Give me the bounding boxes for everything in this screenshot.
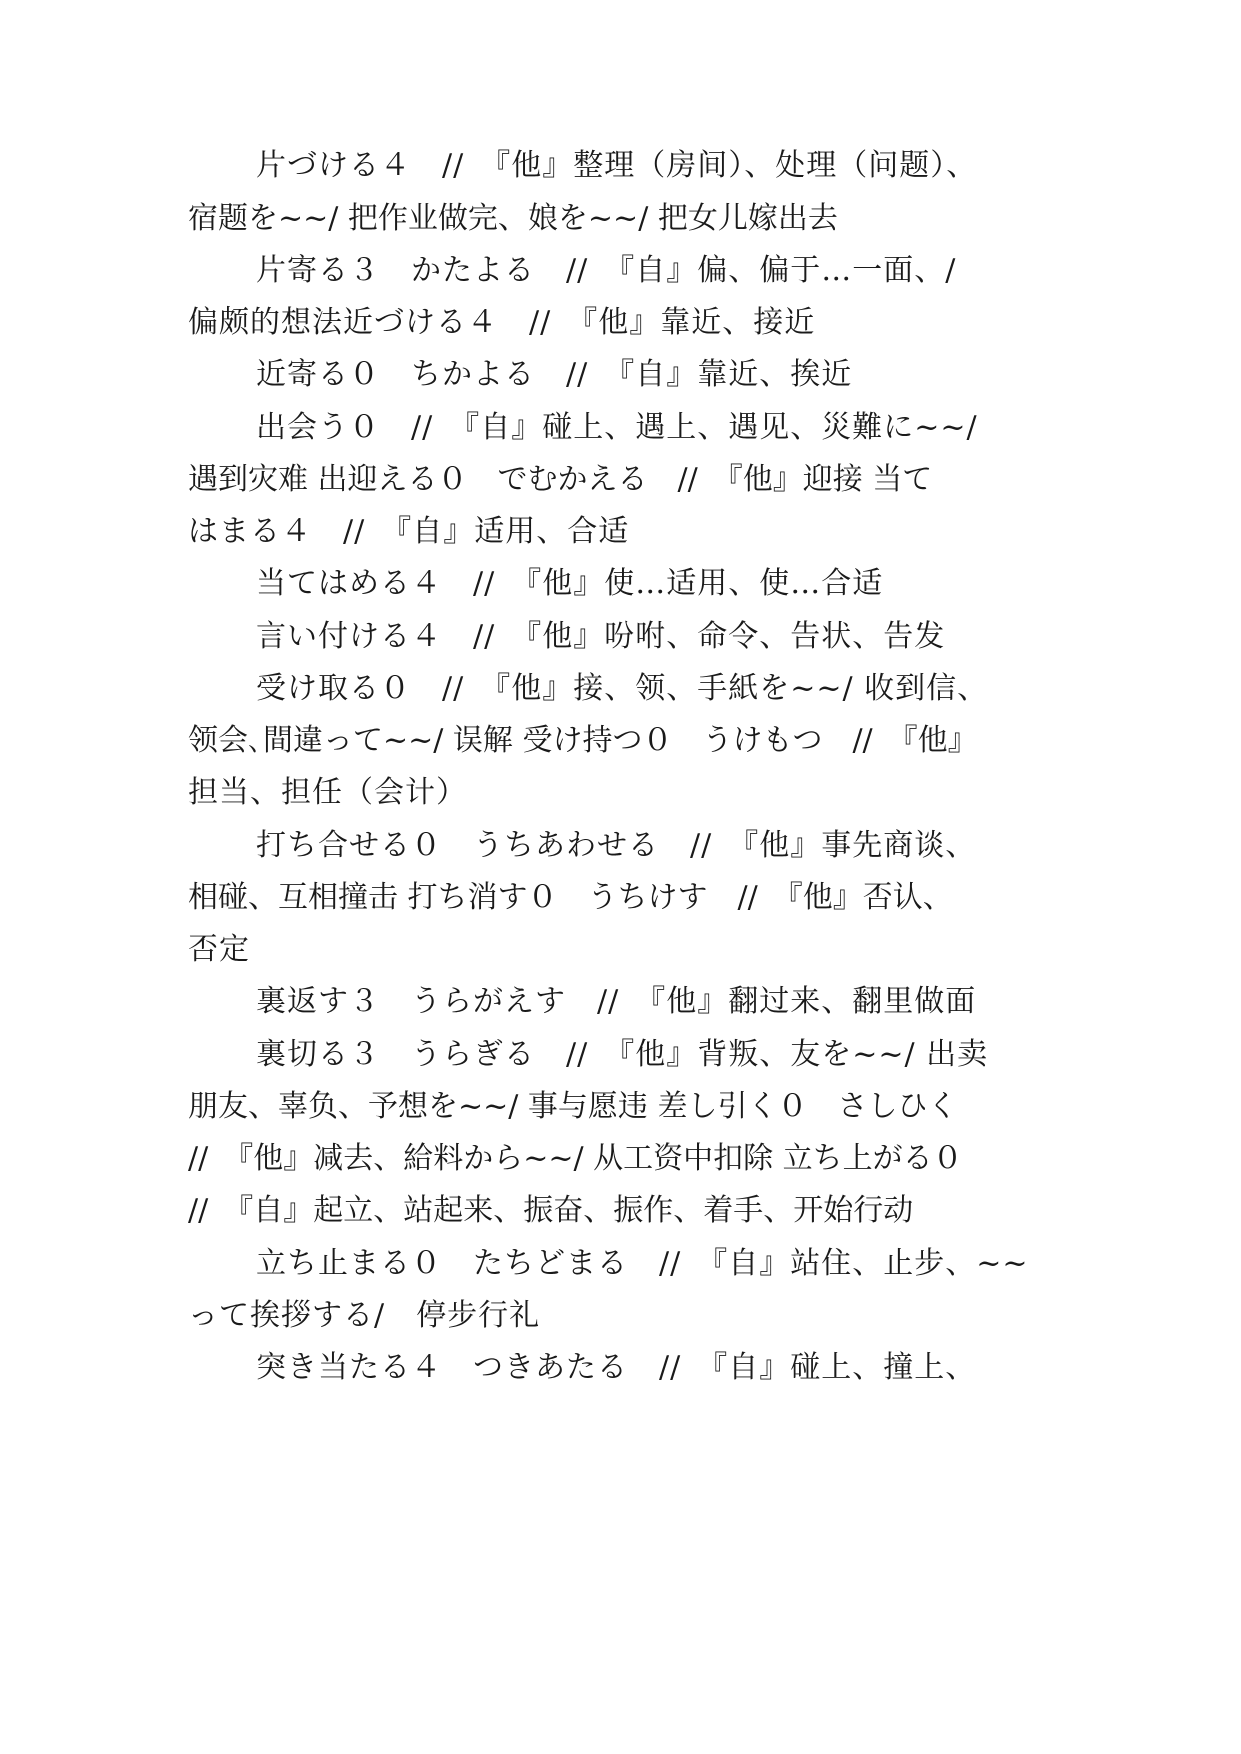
text-line: 领会､間違って~~/ 误解 受け持つ０ うけもつ // 『他』 (188, 723, 978, 758)
text-line: // 『他』减去、給料から~~/ 从工资中扣除 立ち上がる０ (188, 1141, 963, 1176)
text-line: 受け取る０ // 『他』接、领、手紙を~~/ 收到信、 (256, 671, 989, 706)
text-line: 言い付ける４ // 『他』吩咐、命令、告状、告发 (256, 619, 946, 654)
text-line: 裏切る３ うらぎる // 『他』背叛、友を~~/ 出卖 (256, 1037, 989, 1072)
text-line: 担当、担任（会计） (188, 775, 467, 810)
text-line: 片寄る３ かたよる // 『自』偏、偏于…一面、/ (256, 253, 957, 288)
text-line: 宿题を~~/ 把作业做完、娘を~~/ 把女儿嫁出去 (188, 201, 838, 236)
text-line: 近寄る０ ちかよる // 『自』靠近、挨近 (256, 357, 853, 392)
text-line: って挨拶する/ 停步行礼 (188, 1298, 541, 1333)
text-line: 立ち止まる０ たちどまる // 『自』站住、止步、~~ (256, 1246, 1029, 1281)
text-line: 打ち合せる０ うちあわせる // 『他』事先商谈、 (256, 828, 977, 863)
text-line: 片づける４ // 『他』整理（房间）、处理（问题）、 (256, 148, 978, 183)
text-line: 偏颇的想法近づける４ // 『他』靠近、接近 (188, 305, 816, 340)
text-line: 朋友、辜负、予想を~~/ 事与愿违 差し引く０ さしひく (188, 1089, 958, 1124)
text-line: 当てはめる４ // 『他』使…适用、使…合适 (256, 566, 884, 601)
text-line: 出会う０ // 『自』碰上、遇上、遇见、災難に~~/ (256, 410, 978, 445)
text-line: // 『自』起立、站起来、振奋、振作、着手、开始行动 (188, 1193, 914, 1228)
text-line: 相碰、互相撞击 打ち消す０ うちけす // 『他』否认、 (188, 880, 953, 915)
text-line: 遇到灾难 出迎える０ でむかえる // 『他』迎接 当て (188, 462, 933, 497)
text-line: 突き当たる４ つきあたる // 『自』碰上、撞上、 (256, 1350, 977, 1385)
text-line: 裏返す３ うらがえす // 『他』翻过来、翻里做面 (256, 984, 977, 1019)
text-line: 否定 (188, 932, 250, 967)
text-line: はまる４ // 『自』适用、合适 (188, 514, 630, 549)
